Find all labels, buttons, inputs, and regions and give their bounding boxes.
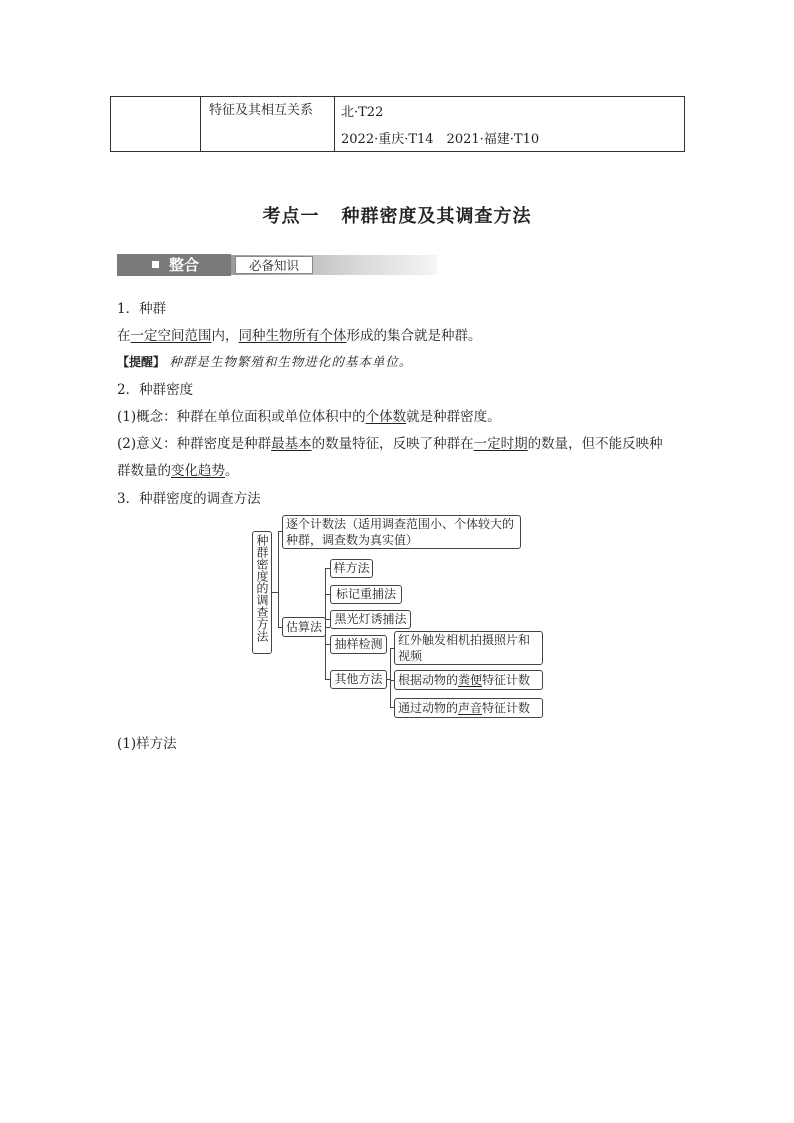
text: 。 (225, 463, 239, 479)
table-cell-topic: 特征及其相互关系 (201, 97, 335, 151)
connector (325, 568, 326, 680)
text: (2)意义：种群密度是种群 (117, 436, 272, 452)
diagram-quadrat-method: 样方法 (330, 559, 373, 578)
title-part1: 考点一 (262, 206, 320, 227)
heading-methods: 3．种群密度的调查方法 (117, 491, 261, 507)
banner-sub-label: 必备知识 (235, 256, 313, 274)
text: 根据动物的 (398, 673, 459, 687)
connector (278, 531, 279, 628)
diagram-other-methods: 其他方法 (330, 670, 387, 689)
underlined-text: 声音 (458, 701, 483, 715)
table-exam-line-1: 北·T22 (341, 105, 384, 120)
tip-tag: 【提醒】 (117, 355, 166, 369)
text: 的数量，但不能反映种 (527, 436, 663, 452)
text: 就是种群密度。 (406, 409, 501, 425)
tip-text: 种群是生物繁殖和生物进化的基本单位。 (169, 354, 413, 369)
text: 内， (211, 328, 239, 344)
text: 在 (117, 328, 131, 344)
diagram-feces-count (394, 670, 543, 690)
heading-density: 2．种群密度 (117, 382, 194, 398)
diagram-infrared-camera: 红外触发相机拍摄照片和视频 (394, 631, 543, 665)
subheading-quadrat: (1)样方法 (117, 736, 177, 752)
title-part2: 种群密度及其调查方法 (341, 206, 532, 227)
underlined-text: 一定时期 (473, 436, 528, 452)
text: 群数量的 (117, 463, 171, 479)
underlined-text: 变化趋势 (171, 463, 225, 479)
text: 特征计数 (482, 673, 531, 687)
diagram-count-method: 逐个计数法（适用调查范围小、个体较大的种群，调查数为真实值） (282, 515, 521, 549)
banner-main-label: 整合 (169, 256, 200, 274)
text: 形成的集合就是种群。 (346, 328, 482, 344)
text: (1)概念：种群在单位面积或单位体积中的 (117, 409, 366, 425)
connector (390, 648, 391, 708)
diagram-mark-recapture: 标记重捕法 (330, 585, 402, 604)
underlined-text: 最基本 (271, 436, 312, 452)
text: 的数量特征，反映了种群在 (311, 436, 474, 452)
text: 通过动物的 (398, 701, 459, 715)
text: 特征计数 (482, 701, 531, 715)
table-exam-line-2: 2022·重庆·T14 2021·福建·T10 (341, 132, 540, 147)
diagram-light-trap: 黑光灯诱捕法 (330, 610, 411, 629)
underlined-text: 个体数 (365, 409, 407, 425)
underlined-text: 同种生物所有个体 (238, 328, 347, 344)
diagram-sampling-test: 抽样检测 (330, 635, 387, 654)
diagram-sound-count (394, 698, 543, 718)
diagram-estimate-method: 估算法 (282, 617, 326, 637)
underlined-text: 一定空间范围 (130, 328, 212, 344)
diagram-root: 种群密度的调查方法 (252, 531, 272, 654)
heading-population: 1．种群 (117, 301, 167, 317)
underlined-text: 粪便 (458, 673, 483, 687)
